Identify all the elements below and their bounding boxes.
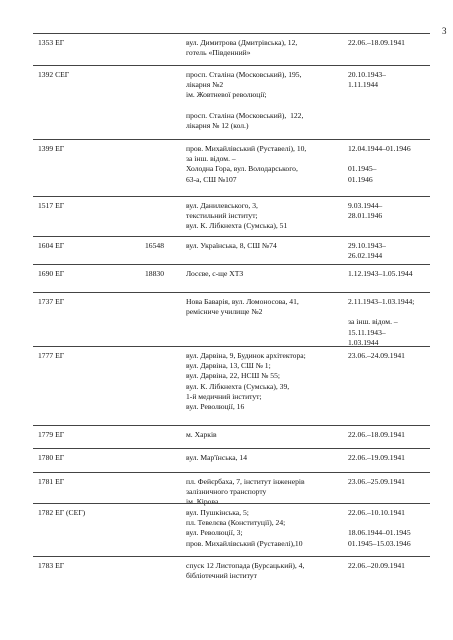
- field-post-number: 16548: [145, 241, 164, 250]
- row-divider: [33, 425, 430, 426]
- row-divider: [33, 236, 430, 237]
- row-divider: [33, 448, 430, 449]
- operation-dates-line: 23.06.–24.09.1941: [348, 351, 405, 360]
- hospital-code: 1604 ЕГ: [38, 241, 65, 250]
- location-address-line: вул. Дарвіна, 13, СШ № 1;: [186, 361, 271, 371]
- hospital-code: 1780 ЕГ: [38, 453, 65, 462]
- row-divider: [33, 33, 430, 34]
- location-address-line: пров. Михайлівський (Руставелі),10: [186, 538, 303, 548]
- row-divider: [33, 264, 430, 265]
- location-address-line: просп. Сталіна (Московський), 122,: [186, 110, 304, 120]
- location-address: [186, 430, 217, 440]
- location-address-line: ім. Кірова: [186, 497, 219, 507]
- operation-dates-line: 20.10.1943–: [348, 70, 386, 79]
- location-address: [186, 70, 303, 131]
- location-address-line: вул. Українська, 8, СШ №74: [186, 241, 277, 250]
- hospital-code: 1783 ЕГ: [38, 561, 65, 570]
- location-address-line: вул. Димитрова (Дмитрівська), 12,: [186, 38, 298, 47]
- location-address-line: ім. Жовтневої революції;: [186, 90, 267, 100]
- operation-dates-line: 1.11.1944: [348, 80, 379, 90]
- location-address: [186, 453, 247, 463]
- operation-dates: [348, 144, 411, 185]
- operation-dates-line: 01.1945–15.03.1946: [348, 538, 411, 548]
- operation-dates: [348, 297, 414, 348]
- operation-dates: [348, 38, 405, 48]
- operation-dates-line: 12.04.1944–01.1946: [348, 144, 411, 153]
- location-address-line: вул. Дарвіна, 9, Будинок архітектора;: [186, 351, 306, 360]
- hospital-code: 1353 ЕГ: [38, 38, 65, 47]
- location-address-line: Холодна Гора, вул. Володарського,: [186, 164, 298, 174]
- operation-dates-line: за інш. відом. –: [348, 317, 398, 327]
- hospital-code: 1777 ЕГ: [38, 351, 65, 360]
- operation-dates-line: 18.06.1944–01.1945: [348, 528, 411, 538]
- location-address-line: ремісниче училище №2: [186, 307, 263, 317]
- hospital-code: 1782 ЕГ (СЕГ): [38, 508, 86, 517]
- location-address: [186, 561, 304, 581]
- operation-dates-line: [348, 518, 411, 528]
- operation-dates-line: 15.11.1943–: [348, 327, 386, 337]
- hospital-code: 1392 СЕГ: [38, 70, 70, 79]
- operation-dates: [348, 561, 405, 571]
- location-address-line: залізничного транспорту: [186, 487, 267, 497]
- location-address-line: м. Харків: [186, 430, 217, 439]
- operation-dates-line: [348, 154, 411, 164]
- operation-dates: [348, 508, 411, 549]
- location-address-line: пл. Тевелєва (Конституції), 24;: [186, 518, 286, 528]
- location-address: [186, 38, 297, 58]
- operation-dates-line: 22.06.–20.09.1941: [348, 561, 405, 570]
- location-address-line: вул. К. Лібкнехта (Сумська), 51: [186, 221, 288, 231]
- location-address-line: вул. Данилевського, 3,: [186, 201, 258, 210]
- location-address-line: лікарня № 12 (кол.): [186, 121, 249, 131]
- location-address-line: просп. Сталіна (Московський), 195,: [186, 70, 302, 79]
- row-divider: [33, 346, 430, 347]
- row-divider: [33, 139, 430, 140]
- location-address-line: Лосєве, с-ще ХТЗ: [186, 269, 244, 278]
- location-address-line: вул. Пушкінська, 5;: [186, 508, 249, 517]
- location-address-line: вул. Мар'їнська, 14: [186, 453, 248, 462]
- field-post-number: 18830: [145, 269, 164, 278]
- operation-dates: [348, 241, 386, 261]
- hospital-code: 1781 ЕГ: [38, 477, 65, 486]
- operation-dates-line: 23.06.–25.09.1941: [348, 477, 405, 486]
- operation-dates-line: 01.1946: [348, 174, 373, 184]
- operation-dates: [348, 477, 405, 487]
- location-address-line: готель «Південний»: [186, 48, 251, 58]
- operation-dates-line: 1.12.1943–1.05.1944: [348, 269, 413, 278]
- location-address: [186, 269, 243, 279]
- location-address-line: бібліотечний інститут: [186, 571, 257, 581]
- location-address-line: [186, 101, 303, 111]
- operation-dates: [348, 201, 382, 221]
- operation-dates-line: 26.02.1944: [348, 251, 383, 261]
- operation-dates-line: 22.06.–18.09.1941: [348, 430, 405, 439]
- hospital-code: 1399 ЕГ: [38, 144, 65, 153]
- location-address-line: пров. Михайлівський (Руставелі), 10,: [186, 144, 307, 153]
- location-address: [186, 144, 306, 185]
- hospital-code: 1690 ЕГ: [38, 269, 65, 278]
- operation-dates-line: [348, 307, 414, 317]
- operation-dates-line: 9.03.1944–: [348, 201, 383, 210]
- row-divider: [33, 65, 430, 66]
- location-address: [186, 297, 299, 317]
- location-address-line: 63-а, СШ №107: [186, 174, 237, 184]
- location-address-line: вул. Революції, 16: [186, 402, 245, 412]
- row-divider: [33, 196, 430, 197]
- operation-dates: [348, 430, 405, 440]
- location-address-line: вул. Революції, 3;: [186, 528, 243, 538]
- hospital-code: 1779 ЕГ: [38, 430, 65, 439]
- page-number: 3: [442, 26, 447, 36]
- row-divider: [33, 292, 430, 293]
- location-address-line: текстильний інститут;: [186, 211, 258, 221]
- location-address-line: 1-й медичний інститут;: [186, 391, 262, 401]
- location-address-line: спуск 12 Листопада (Бурсацький), 4,: [186, 561, 305, 570]
- operation-dates: [348, 453, 405, 463]
- operation-dates-line: 1.03.1944: [348, 337, 379, 347]
- location-address: [186, 351, 306, 412]
- operation-dates-line: 22.06.–19.09.1941: [348, 453, 405, 462]
- location-address: [186, 201, 287, 232]
- hospital-code: 1517 ЕГ: [38, 201, 65, 210]
- hospital-code: 1737 ЕГ: [38, 297, 65, 306]
- location-address-line: Нова Баварія, вул. Ломоносова, 41,: [186, 297, 299, 306]
- location-address-line: лікарня №2: [186, 80, 224, 90]
- row-divider: [33, 556, 430, 557]
- location-address-line: вул. Дарвіна, 22, НСШ № 55;: [186, 371, 280, 381]
- row-divider: [33, 503, 430, 504]
- row-divider: [33, 472, 430, 473]
- operation-dates-line: 22.06.–18.09.1941: [348, 38, 405, 47]
- operation-dates: [348, 269, 413, 279]
- operation-dates-line: 22.06.–10.10.1941: [348, 508, 405, 517]
- operation-dates-line: 28.01.1946: [348, 211, 383, 221]
- location-address-line: вул. К. Лібкнехта (Сумська), 39,: [186, 381, 290, 391]
- location-address: [186, 508, 303, 549]
- operation-dates-line: 2.11.1943–1.03.1944;: [348, 297, 415, 306]
- location-address-line: за інш. відом. –: [186, 154, 236, 164]
- location-address: [186, 241, 277, 251]
- operation-dates: [348, 70, 386, 90]
- operation-dates-line: 29.10.1943–: [348, 241, 386, 250]
- operation-dates: [348, 351, 405, 361]
- location-address-line: пл. Фейєрбаха, 7, інститут інженерів: [186, 477, 305, 486]
- operation-dates-line: 01.1945–: [348, 164, 377, 174]
